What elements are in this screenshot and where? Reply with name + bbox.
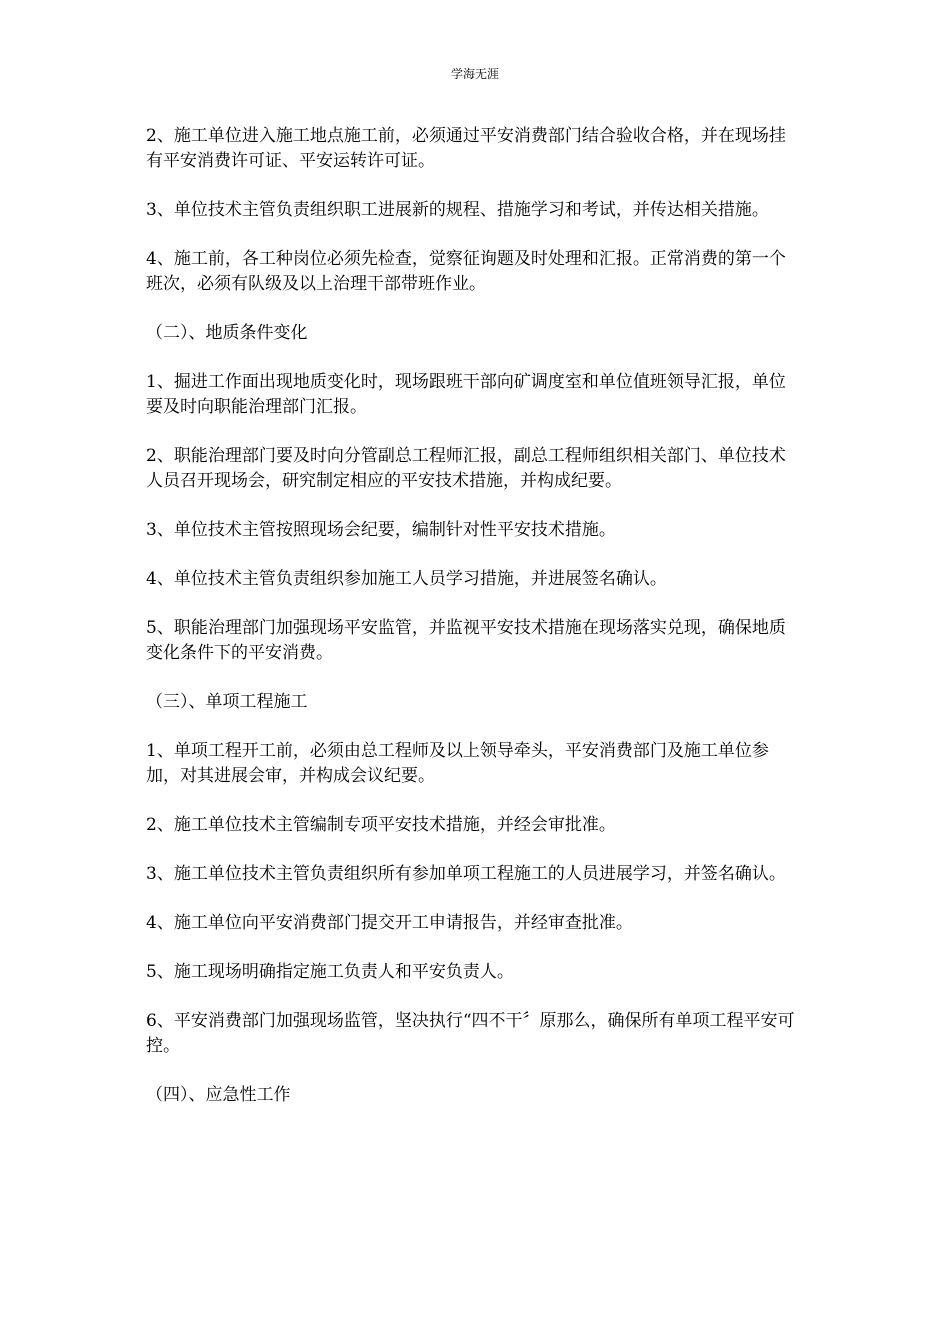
paragraph: 4、施工单位向平安消费部门提交开工申请报告，并经审查批准。 — [146, 913, 633, 933]
paragraph: 2、施工单位进入施工地点施工前，必须通过平安消费部门结合验收合格，并在现场挂有平安消费许可证、平安运转许可证。 — [146, 126, 786, 171]
paragraph: 2、施工单位技术主管编制专项平安技术措施，并经会审批准。 — [146, 815, 616, 835]
paragraph: 1、单项工程开工前，必须由总工程师及以上领导牵头，平安消费部门及施工单位参加，对其进展会审，并构成会议纪要。 — [146, 741, 769, 786]
paragraph: 3、单位技术主管按照现场会纪要，编制针对性平安技术措施。 — [146, 520, 616, 540]
paragraph: 3、单位技术主管负责组织职工进展新的规程、措施学习和考试，并传达相关措施。 — [146, 200, 769, 220]
paragraph: 6、平安消费部门加强现场监管，坚决执行“四不干〞原那么，确保所有单项工程平安可控。 — [146, 1011, 795, 1056]
paragraph: 4、施工前，各工种岗位必须先检查，觉察征询题及时处理和汇报。正常消费的第一个班次，必须有队级及以上治理干部带班作业。 — [146, 249, 786, 294]
document-body — [146, 124, 798, 1132]
paragraph: 1、掘进工作面出现地质变化时，现场跟班干部向矿调度室和单位值班领导汇报，单位要及时向职能治理部门汇报。 — [146, 372, 786, 417]
section-heading: （四）、应急性工作 — [146, 1085, 291, 1105]
paragraph: 5、施工现场明确指定施工负责人和平安负责人。 — [146, 962, 514, 982]
paragraph: 3、施工单位技术主管负责组织所有参加单项工程施工的人员进展学习，并签名确认。 — [146, 864, 786, 884]
paragraph: 5、职能治理部门加强现场平安监管，并监视平安技术措施在现场落实兑现，确保地质变化条件下的平安消费。 — [146, 618, 786, 663]
section-heading: （二）、地质条件变化 — [146, 323, 308, 343]
page-header: 学海无涯 — [450, 67, 499, 81]
paragraph: 4、单位技术主管负责组织参加施工人员学习措施，并进展签名确认。 — [146, 569, 667, 589]
paragraph: 2、职能治理部门要及时向分管副总工程师汇报，副总工程师组织相关部门、单位技术人员召开现场会，研究制定相应的平安技术措施，并构成纪要。 — [146, 446, 786, 491]
section-heading: （三）、单项工程施工 — [146, 692, 308, 712]
